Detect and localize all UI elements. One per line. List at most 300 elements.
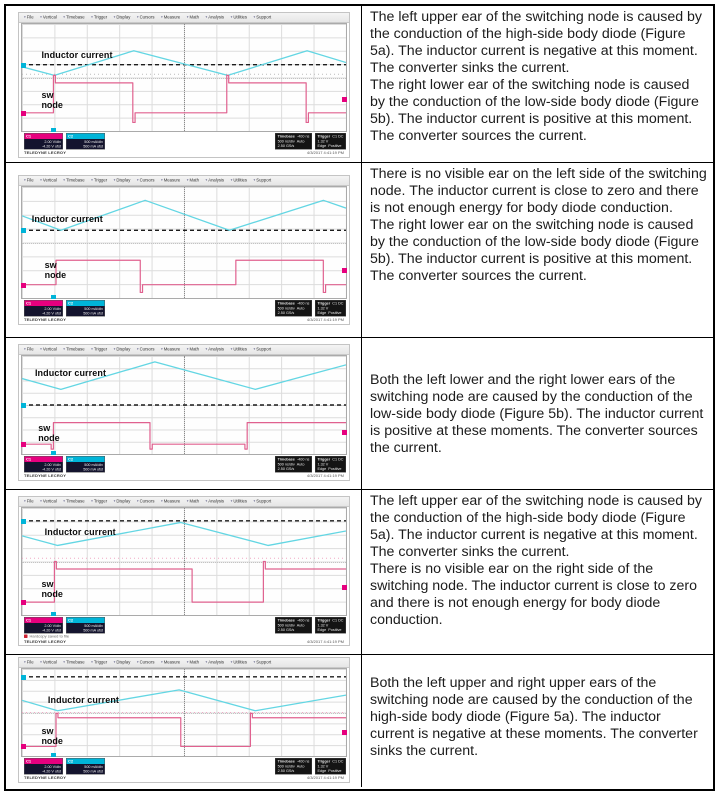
menu-item-icon: ▾ — [160, 499, 163, 503]
scope-menu-item-file[interactable] — [24, 347, 34, 352]
scope-menu-item-trigger[interactable] — [91, 660, 107, 665]
teledyne-lecroy-logo: TELEDYNE LECROY — [24, 639, 67, 644]
menu-item-icon: ▾ — [160, 660, 163, 664]
scope-menu-item-measure[interactable] — [161, 347, 180, 352]
menu-item-icon: ▾ — [40, 15, 42, 19]
scope-cell — [6, 338, 362, 489]
scope-menu-item-utilities[interactable] — [231, 499, 247, 504]
scope-menu-item-measure[interactable] — [161, 499, 180, 504]
timebase-mode: Auto — [296, 461, 305, 467]
scope-menu-item-cursors[interactable] — [137, 15, 155, 20]
channel-box-c2[interactable] — [66, 133, 105, 150]
timebase-perdiv: 500 ns/div — [277, 763, 295, 769]
scope-menu-item-math[interactable] — [187, 178, 199, 183]
menu-item-icon: ▾ — [230, 499, 233, 503]
menu-item-icon: ▾ — [91, 499, 93, 503]
menu-item-label: Math — [189, 659, 199, 665]
scope-brand-line — [19, 639, 349, 645]
sw-node-label-line2: node — [41, 100, 63, 111]
trigger-slope-line — [317, 769, 343, 774]
scope-menu-item-trigger[interactable] — [91, 499, 107, 504]
explanation-paragraph: The left upper ear of the switching node is caused by the conduction of the high-side body diode (Figure 5a). The inductor current is negative at this moment. The converter sinks the current. — [370, 493, 703, 560]
scope-menu-item-analysis[interactable] — [205, 499, 224, 504]
channel-box-values — [67, 306, 105, 316]
scope-menu-item-support[interactable] — [254, 178, 272, 183]
channel-box-header: C1 — [25, 301, 63, 307]
scope-menubar-items — [19, 345, 349, 353]
oscilloscope-screenshot — [18, 496, 350, 646]
menu-item-label: Timebase — [66, 659, 85, 665]
menu-item-label: File — [26, 659, 34, 665]
channel-box-c2[interactable] — [66, 758, 105, 775]
sw-node-label-line1: sw — [41, 726, 54, 737]
channel-box-c1[interactable] — [24, 300, 63, 317]
scope-menu-item-display[interactable] — [114, 499, 131, 504]
scope-menu-item-timebase[interactable] — [63, 347, 84, 352]
scope-menu-item-file[interactable] — [24, 15, 34, 20]
menu-item-label: Measure — [163, 659, 181, 665]
timebase-mode: Auto — [296, 305, 305, 311]
timebase-perdiv: 500 ns/div — [277, 138, 295, 144]
channel-offset: 500 mA ofst — [83, 467, 103, 472]
scope-menubar — [19, 658, 349, 668]
explanation-paragraph: The right lower ear of the switching node is caused by the conduction of the low-side body diode (Figure 5b). The inductor current is positive at this moment. The converter sources the current. — [370, 77, 699, 144]
sw-node-label — [41, 726, 63, 746]
channel-box-header: C2 — [67, 457, 105, 463]
trigger-box[interactable] — [315, 758, 346, 774]
scope-brand-line — [19, 473, 349, 479]
menu-item-icon: ▾ — [230, 178, 233, 182]
menu-item-icon: ▾ — [113, 660, 116, 664]
menu-item-icon: ▾ — [186, 15, 189, 19]
menu-item-label: Math — [189, 498, 199, 504]
scope-status-bar — [19, 616, 349, 646]
table-row — [6, 6, 713, 163]
menu-item-icon: ▾ — [63, 15, 66, 19]
scope-menu-item-display[interactable] — [114, 178, 131, 183]
scope-grid-area — [21, 23, 347, 132]
menu-item-icon: ▾ — [24, 499, 26, 503]
waveform-canvas — [22, 24, 346, 131]
scope-menu-item-display[interactable] — [114, 660, 131, 665]
menu-item-label: Utilities — [233, 177, 248, 183]
menu-item-label: Cursors — [139, 177, 155, 183]
scope-menu-item-cursors[interactable] — [137, 660, 155, 665]
channel-level-marker — [21, 403, 26, 408]
channel-scale: 2.00 V/div — [44, 139, 61, 144]
menu-item-icon: ▾ — [136, 178, 139, 182]
menu-item-icon: ▾ — [91, 178, 93, 182]
channel-level-marker — [21, 675, 26, 680]
menu-item-icon: ▾ — [40, 660, 42, 664]
oscilloscope-screenshot — [18, 12, 350, 158]
scope-grid-area — [21, 507, 347, 616]
descriptor-boxes — [19, 455, 349, 473]
trigger-box[interactable] — [315, 300, 346, 316]
menu-item-label: Support — [256, 177, 272, 183]
channel-level-marker — [21, 600, 26, 605]
channel-box-values — [25, 306, 63, 316]
waveform-canvas — [22, 508, 346, 615]
timebase-box[interactable] — [275, 133, 312, 149]
oscilloscope-screenshot — [18, 175, 350, 325]
menu-item-icon: ▾ — [63, 660, 66, 664]
menu-item-icon: ▾ — [205, 15, 208, 19]
trigger-level: 1.32 V — [317, 461, 329, 467]
menu-item-label: Trigger — [93, 498, 108, 504]
sw-node-waveform — [22, 713, 346, 746]
scope-menu-item-vertical[interactable] — [40, 15, 57, 20]
sw-node-label — [41, 90, 63, 110]
menu-item-label: Utilities — [233, 14, 248, 20]
menu-item-label: Display — [116, 346, 131, 352]
channel-box-c1[interactable] — [24, 617, 63, 634]
channel-box-c1[interactable] — [24, 133, 63, 150]
channel-level-marker — [342, 430, 347, 435]
status-icon — [24, 635, 28, 639]
scope-menu-item-vertical[interactable] — [40, 660, 57, 665]
channel-offset: 500 mA ofst — [83, 769, 103, 774]
timebase-offset: -400 ns — [296, 301, 310, 306]
timebase-rate: 2.50 GS/s — [277, 143, 295, 148]
channel-box-header: C2 — [67, 134, 105, 140]
menu-item-label: Display — [116, 659, 131, 665]
menu-item-icon: ▾ — [113, 15, 116, 19]
channel-scale: 2.00 V/div — [44, 623, 61, 628]
explanation-paragraph: There is no visible ear on the right side of the switching node. The inductor current is close to zero and there is not enough energy for body diode conduction. — [370, 561, 698, 628]
menu-item-icon: ▾ — [205, 347, 208, 351]
channel-box-c1[interactable] — [24, 758, 63, 775]
sw-node-label-line1: sw — [41, 578, 54, 589]
channel-box-values — [67, 139, 105, 149]
menu-item-icon: ▾ — [63, 178, 66, 182]
scope-timestamp: 4/3/2017 4:41:19 PM — [306, 473, 344, 478]
menu-item-icon: ▾ — [205, 499, 208, 503]
sw-node-label — [45, 260, 67, 280]
sw-node-waveform — [22, 562, 346, 603]
trigger-slope-line — [317, 311, 343, 316]
scope-menu-item-vertical[interactable] — [40, 347, 57, 352]
scope-menubar — [19, 176, 349, 186]
channel-level-marker — [21, 63, 26, 68]
menu-item-label: Trigger — [93, 346, 108, 352]
scope-status-bar — [19, 757, 349, 783]
scope-menu-item-trigger[interactable] — [91, 178, 107, 183]
explanation-paragraph: Both the left upper and right upper ears of the switching node are caused by the conduction of the high-side body diode (Figure 5a). The inductor current is negative at these moments. The converter sinks the current. — [370, 675, 698, 759]
scope-menu-item-measure[interactable] — [161, 660, 180, 665]
menu-item-label: Cursors — [139, 346, 155, 352]
scope-menu-item-trigger[interactable] — [91, 347, 107, 352]
channel-scale: 2.00 V/div — [44, 462, 61, 467]
scope-menu-item-vertical[interactable] — [40, 499, 57, 504]
menu-item-icon: ▾ — [136, 660, 139, 664]
trigger-box[interactable] — [315, 617, 346, 633]
trigger-source: C1 DC — [332, 134, 344, 139]
menu-item-label: Utilities — [233, 498, 248, 504]
menu-item-label: File — [26, 14, 34, 20]
scope-menu-item-analysis[interactable] — [205, 660, 224, 665]
menu-item-label: Display — [116, 14, 131, 20]
menu-item-label: Vertical — [42, 659, 57, 665]
menu-item-icon: ▾ — [160, 347, 163, 351]
trigger-title: Trigger — [317, 759, 331, 764]
menu-item-icon: ▾ — [24, 347, 26, 351]
oscilloscope-screenshot — [18, 657, 350, 783]
timebase-title: Timebase — [277, 759, 295, 764]
descriptor-boxes — [19, 299, 349, 317]
scope-status-bar — [19, 455, 349, 481]
channel-box-values — [25, 139, 63, 149]
scope-menu-item-trigger[interactable] — [91, 15, 107, 20]
scope-brand-line — [19, 150, 349, 156]
text-cell — [362, 163, 713, 337]
menu-item-label: Display — [116, 177, 131, 183]
scope-status-bar — [19, 299, 349, 325]
menu-item-icon: ▾ — [136, 499, 139, 503]
menu-item-label: File — [26, 346, 34, 352]
trigger-title: Trigger — [317, 618, 331, 623]
timebase-box[interactable] — [275, 617, 312, 633]
trigger-slope: Positive — [328, 466, 342, 471]
menu-item-label: Analysis — [208, 14, 225, 20]
scope-menu-item-file[interactable] — [24, 178, 34, 183]
sw-node-label-line2: node — [41, 588, 63, 599]
trigger-source: C1 DC — [332, 457, 344, 462]
scope-menu-item-math[interactable] — [187, 499, 199, 504]
table-row — [6, 655, 713, 787]
waveform-canvas — [22, 669, 346, 756]
channel-scale: 500 mA/div — [84, 306, 103, 311]
scope-menubar-items — [19, 176, 349, 184]
inductor-current-label: Inductor current — [44, 527, 116, 538]
timebase-rate: 2.50 GS/s — [277, 466, 295, 471]
scope-grid-area — [21, 355, 347, 455]
trigger-slope: Positive — [328, 310, 342, 315]
timebase-box[interactable] — [275, 758, 312, 774]
menu-item-label: Timebase — [66, 346, 85, 352]
scope-status-inner — [19, 455, 349, 478]
scope-grid-area — [21, 186, 347, 299]
channel-level-marker — [21, 228, 26, 233]
channel-level-marker — [342, 97, 347, 102]
text-cell — [362, 655, 713, 787]
scope-menu-item-cursors[interactable] — [137, 178, 155, 183]
waveform-canvas — [22, 187, 346, 298]
trigger-slope-line — [317, 144, 343, 149]
scope-menu-item-support[interactable] — [254, 660, 272, 665]
scope-menu-item-math[interactable] — [187, 15, 199, 20]
menu-item-label: Timebase — [66, 177, 85, 183]
trigger-source: C1 DC — [332, 618, 344, 623]
scope-menu-item-timebase[interactable] — [63, 178, 84, 183]
menu-item-label: Timebase — [66, 14, 85, 20]
menu-item-label: Support — [256, 346, 272, 352]
timebase-mode: Auto — [296, 763, 305, 769]
trigger-source: C1 DC — [332, 759, 344, 764]
menu-item-icon: ▾ — [91, 347, 93, 351]
scope-menu-item-timebase[interactable] — [63, 660, 84, 665]
status-text: Hardcopy saved to file — [29, 634, 70, 639]
channel-box-header: C2 — [67, 618, 105, 624]
channel-box-values — [25, 623, 63, 633]
channel-box-c1[interactable] — [24, 456, 63, 473]
channel-box-header: C1 — [25, 618, 63, 624]
menu-item-label: Analysis — [208, 346, 225, 352]
timebase-rate: 2.50 GS/s — [277, 627, 295, 632]
channel-box-c2[interactable] — [66, 617, 105, 634]
trigger-type: Edge — [317, 627, 327, 632]
comparison-table — [4, 4, 715, 791]
menu-item-label: Support — [256, 498, 272, 504]
menu-item-label: Cursors — [139, 498, 155, 504]
scope-menu-item-analysis[interactable] — [205, 347, 224, 352]
scope-menu-item-utilities[interactable] — [231, 660, 247, 665]
menu-item-label: Math — [189, 14, 199, 20]
menu-item-icon: ▾ — [186, 660, 189, 664]
menu-item-icon: ▾ — [63, 347, 66, 351]
inductor-current-label: Inductor current — [41, 49, 113, 60]
channel-box-c2[interactable] — [66, 300, 105, 317]
scope-menu-item-timebase[interactable] — [63, 499, 84, 504]
channel-offset: 500 mA ofst — [83, 311, 103, 316]
sw-node-label-line2: node — [44, 270, 67, 281]
timebase-title: Timebase — [277, 134, 295, 139]
menu-item-label: Vertical — [42, 498, 57, 504]
menu-item-icon: ▾ — [253, 499, 256, 503]
menu-item-icon: ▾ — [205, 178, 208, 182]
sw-node-waveform — [22, 423, 346, 449]
teledyne-lecroy-logo: TELEDYNE LECROY — [24, 317, 67, 322]
trigger-title: Trigger — [317, 457, 331, 462]
scope-status-inner — [19, 132, 349, 155]
menu-item-label: Analysis — [208, 498, 225, 504]
menu-item-icon: ▾ — [24, 178, 26, 182]
scope-menu-item-timebase[interactable] — [63, 15, 84, 20]
scope-menu-item-display[interactable] — [114, 347, 131, 352]
channel-box-values — [67, 764, 105, 774]
scope-menu-item-file[interactable] — [24, 660, 34, 665]
scope-menubar-items — [19, 13, 349, 21]
channel-level-marker — [342, 268, 347, 273]
trigger-box[interactable] — [315, 133, 346, 149]
timebase-rate: 2.50 GS/s — [277, 310, 295, 315]
scope-cell — [6, 163, 362, 337]
descriptor-boxes — [19, 757, 349, 775]
channel-box-header: C2 — [67, 301, 105, 307]
menu-item-label: Vertical — [42, 346, 57, 352]
channel-box-values — [25, 462, 63, 472]
timebase-title: Timebase — [277, 301, 295, 306]
channel-offset: -4.20 V ofst — [41, 628, 61, 633]
menu-item-icon: ▾ — [91, 15, 93, 19]
scope-cell — [6, 490, 362, 654]
scope-menu-item-measure[interactable] — [161, 15, 180, 20]
scope-menu-item-support[interactable] — [254, 499, 272, 504]
inductor-current-label: Inductor current — [34, 367, 107, 378]
channel-level-marker — [342, 730, 347, 735]
trigger-level: 1.32 V — [317, 138, 329, 144]
channel-box-header: C1 — [25, 457, 63, 463]
scope-menu-item-math[interactable] — [187, 660, 199, 665]
sw-node-label-line2: node — [41, 736, 63, 747]
menu-item-icon: ▾ — [230, 347, 233, 351]
sw-node-label — [38, 423, 60, 443]
inductor-current-label: Inductor current — [31, 213, 103, 224]
scope-cell — [6, 655, 362, 787]
scope-menubar-items — [19, 658, 349, 666]
timebase-rate: 2.50 GS/s — [277, 768, 295, 773]
sw-node-label-line1: sw — [38, 422, 51, 433]
scope-menu-item-file[interactable] — [24, 499, 34, 504]
channel-box-c2[interactable] — [66, 456, 105, 473]
scope-menu-item-cursors[interactable] — [137, 347, 155, 352]
timebase-perdiv: 500 ns/div — [277, 305, 295, 311]
menu-item-label: Trigger — [93, 14, 108, 20]
scope-menu-item-utilities[interactable] — [231, 178, 247, 183]
scope-menu-item-vertical[interactable] — [40, 178, 57, 183]
scope-menu-item-utilities[interactable] — [231, 15, 247, 20]
menu-item-label: Trigger — [93, 659, 108, 665]
menu-item-icon: ▾ — [160, 15, 163, 19]
menu-item-icon: ▾ — [113, 347, 116, 351]
menu-item-icon: ▾ — [24, 15, 26, 19]
trigger-box[interactable] — [315, 456, 346, 472]
trigger-slope: Positive — [328, 627, 342, 632]
inductor-current-label: Inductor current — [47, 695, 120, 706]
channel-scale: 2.00 V/div — [44, 306, 61, 311]
timebase-title: Timebase — [277, 618, 295, 623]
scope-menu-item-measure[interactable] — [161, 178, 180, 183]
menu-item-label: Measure — [163, 346, 181, 352]
scope-menu-item-display[interactable] — [114, 15, 131, 20]
menu-item-icon: ▾ — [230, 15, 233, 19]
scope-menu-item-math[interactable] — [187, 347, 199, 352]
scope-menu-item-analysis[interactable] — [205, 15, 224, 20]
timebase-offset: -400 ns — [296, 759, 310, 764]
menu-item-label: Analysis — [208, 659, 225, 665]
scope-menu-item-analysis[interactable] — [205, 178, 224, 183]
descriptor-boxes — [19, 616, 349, 634]
scope-menu-item-cursors[interactable] — [137, 499, 155, 504]
channel-level-marker — [21, 111, 26, 116]
channel-offset: 500 mA ofst — [83, 628, 103, 633]
scope-menubar — [19, 13, 349, 23]
channel-box-values — [25, 764, 63, 774]
scope-brand-line — [19, 317, 349, 323]
timebase-mode: Auto — [296, 622, 305, 628]
oscilloscope-screenshot — [18, 344, 350, 481]
menu-item-label: Support — [256, 659, 272, 665]
timebase-perdiv: 500 ns/div — [277, 622, 295, 628]
channel-scale: 2.00 V/div — [44, 764, 61, 769]
scope-menu-item-support[interactable] — [254, 15, 272, 20]
channel-scale: 500 mA/div — [84, 623, 103, 628]
scope-menubar — [19, 497, 349, 507]
menu-item-label: Vertical — [42, 14, 57, 20]
trigger-title: Trigger — [317, 134, 331, 139]
scope-menu-item-utilities[interactable] — [231, 347, 247, 352]
trigger-slope-line — [317, 628, 343, 633]
timebase-title: Timebase — [277, 457, 295, 462]
timebase-box[interactable] — [275, 300, 312, 316]
trigger-slope-line — [317, 467, 343, 472]
explanation-paragraph: The left upper ear of the switching node is caused by the conduction of the high-side body diode (Figure 5a). The inductor current is negative at this moment. The converter sinks the current. — [370, 9, 703, 76]
timebase-box[interactable] — [275, 456, 312, 472]
scope-menu-item-support[interactable] — [254, 347, 272, 352]
menu-item-icon: ▾ — [91, 660, 93, 664]
menu-item-icon: ▾ — [63, 499, 66, 503]
scope-menubar — [19, 345, 349, 355]
